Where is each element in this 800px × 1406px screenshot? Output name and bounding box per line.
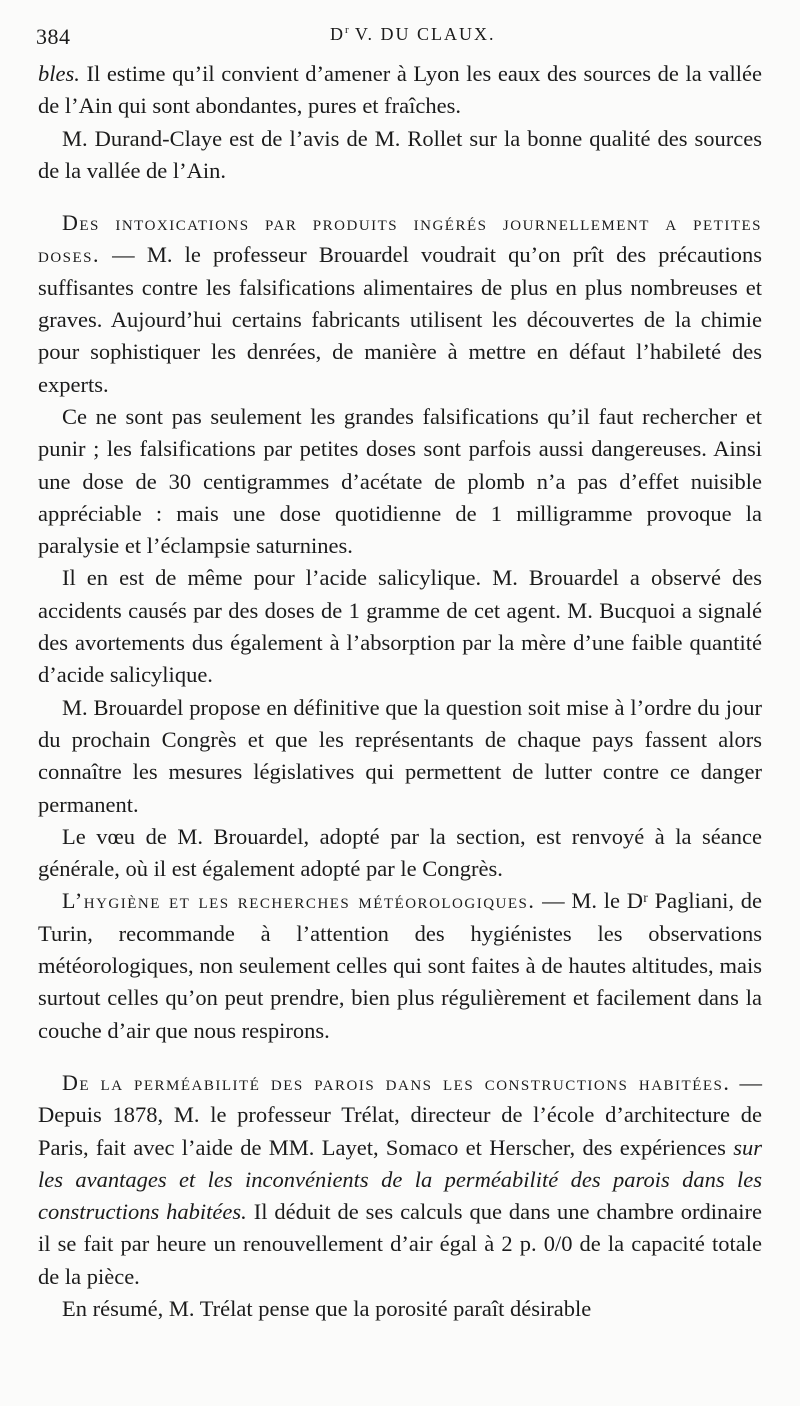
page-number: 384 xyxy=(36,24,71,49)
page-header xyxy=(30,22,760,56)
paragraph xyxy=(38,123,762,188)
paragraph xyxy=(38,692,762,821)
body-text xyxy=(38,58,762,1325)
paragraph-text: M. Durand-Claye est de l’avis de M. Rollet sur la bonne qualité des sources de la vallée de l’Ain. xyxy=(38,125,762,183)
section-heading: Des intoxications par produits ingérés journellement a petites doses. xyxy=(38,210,762,268)
paragraph-text: Il en est de même pour l’acide salicylique. M. Brouardel a observé des accidents causés par des doses de 1 gramme de cet agent. M. Bucquoi a signalé des avortements dus également à l’absorption par la mère d’une faible quantité d’acide salicylique. xyxy=(38,565,762,688)
running-head xyxy=(330,24,496,45)
paragraph xyxy=(38,1293,762,1325)
paragraph-text: Il estime qu’il convient d’amener à Lyon les eaux des sources de la vallée de l’Ain qui sont abondantes, pures et fraîches. xyxy=(38,61,762,119)
running-head-name: V. DU CLAUX. xyxy=(348,24,496,44)
paragraph-text: — M. le Dʳ Pagliani, de Turin, recommande à l’attention des hygiénistes les observations météorologiques, non seulement celles qui sont faites à de hautes altitudes, mais surtout celles qu’on peut prendre, bien plus régulièrement et facilement dans la couche d’air que nous respirons. xyxy=(38,888,762,1043)
paragraph xyxy=(38,401,762,562)
running-head-superscript: r xyxy=(345,24,349,36)
paragraph xyxy=(38,562,762,691)
paragraph-continuation xyxy=(38,58,762,123)
paragraph xyxy=(38,821,762,886)
section-paragraph xyxy=(38,1067,762,1293)
paragraph-text-tail: Il déduit de ses calculs que dans une chambre ordinaire il se fait par heure un renouvellement d’air égal à 2 p. 0/0 de la capacité totale de la pièce. xyxy=(38,1199,762,1289)
section-heading: L’hygiène et les recherches météorologiques. xyxy=(62,888,536,914)
paragraph-italic-title: sur les avantages et les inconvénients de la perméabilité des parois dans les constructions habitées. xyxy=(38,1134,762,1225)
paragraph-text: — Depuis 1878, M. le professeur Trélat, directeur de l’école d’architecture de Paris, fait avec l’aide de MM. Layet, Somaco et Herscher, des expériences xyxy=(38,1069,762,1160)
running-head-prefix: D xyxy=(330,24,345,44)
paragraph-text: Ce ne sont pas seulement les grandes falsifications qu’il faut rechercher et punir ; les falsifications par petites doses sont parfois aussi dangereuses. Ainsi une dose de 30 centigrammes d’acétate de plomb n’a pas d’effet nuisible appréciable : mais une dose quotidienne de 1 milligramme provoque la paralysie et l’éclampsie saturnines. xyxy=(38,403,762,559)
paragraph-text: Le vœu de M. Brouardel, adopté par la section, est renvoyé à la séance générale, où il est également adopté par le Congrès. xyxy=(38,823,762,882)
paragraph-text: M. Brouardel propose en définitive que la question soit mise à l’ordre du jour du prochain Congrès et que les représentants de chaque pays fassent alors connaître les mesures législatives qui permettent de lutter contre ce danger permanent. xyxy=(38,694,762,817)
paragraph-text: En résumé, M. Trélat pense que la porosité paraît désirable xyxy=(62,1295,592,1321)
paragraph-text: — M. le professeur Brouardel voudrait qu’on prît des précautions suffisantes contre les falsifications alimentaires de plus en plus nombreuses et graves. Aujourd’hui certains fabricants utilisent les découvertes de la chimie pour sophistiquer les denrées, de manière à mettre en défaut l’habileté des experts. xyxy=(38,242,762,397)
section-heading: De la perméabilité des parois dans les constructions habitées. xyxy=(62,1069,731,1095)
section-paragraph xyxy=(38,207,762,401)
section-paragraph xyxy=(38,885,762,1046)
paragraph-lead-italic: bles. xyxy=(38,61,80,86)
